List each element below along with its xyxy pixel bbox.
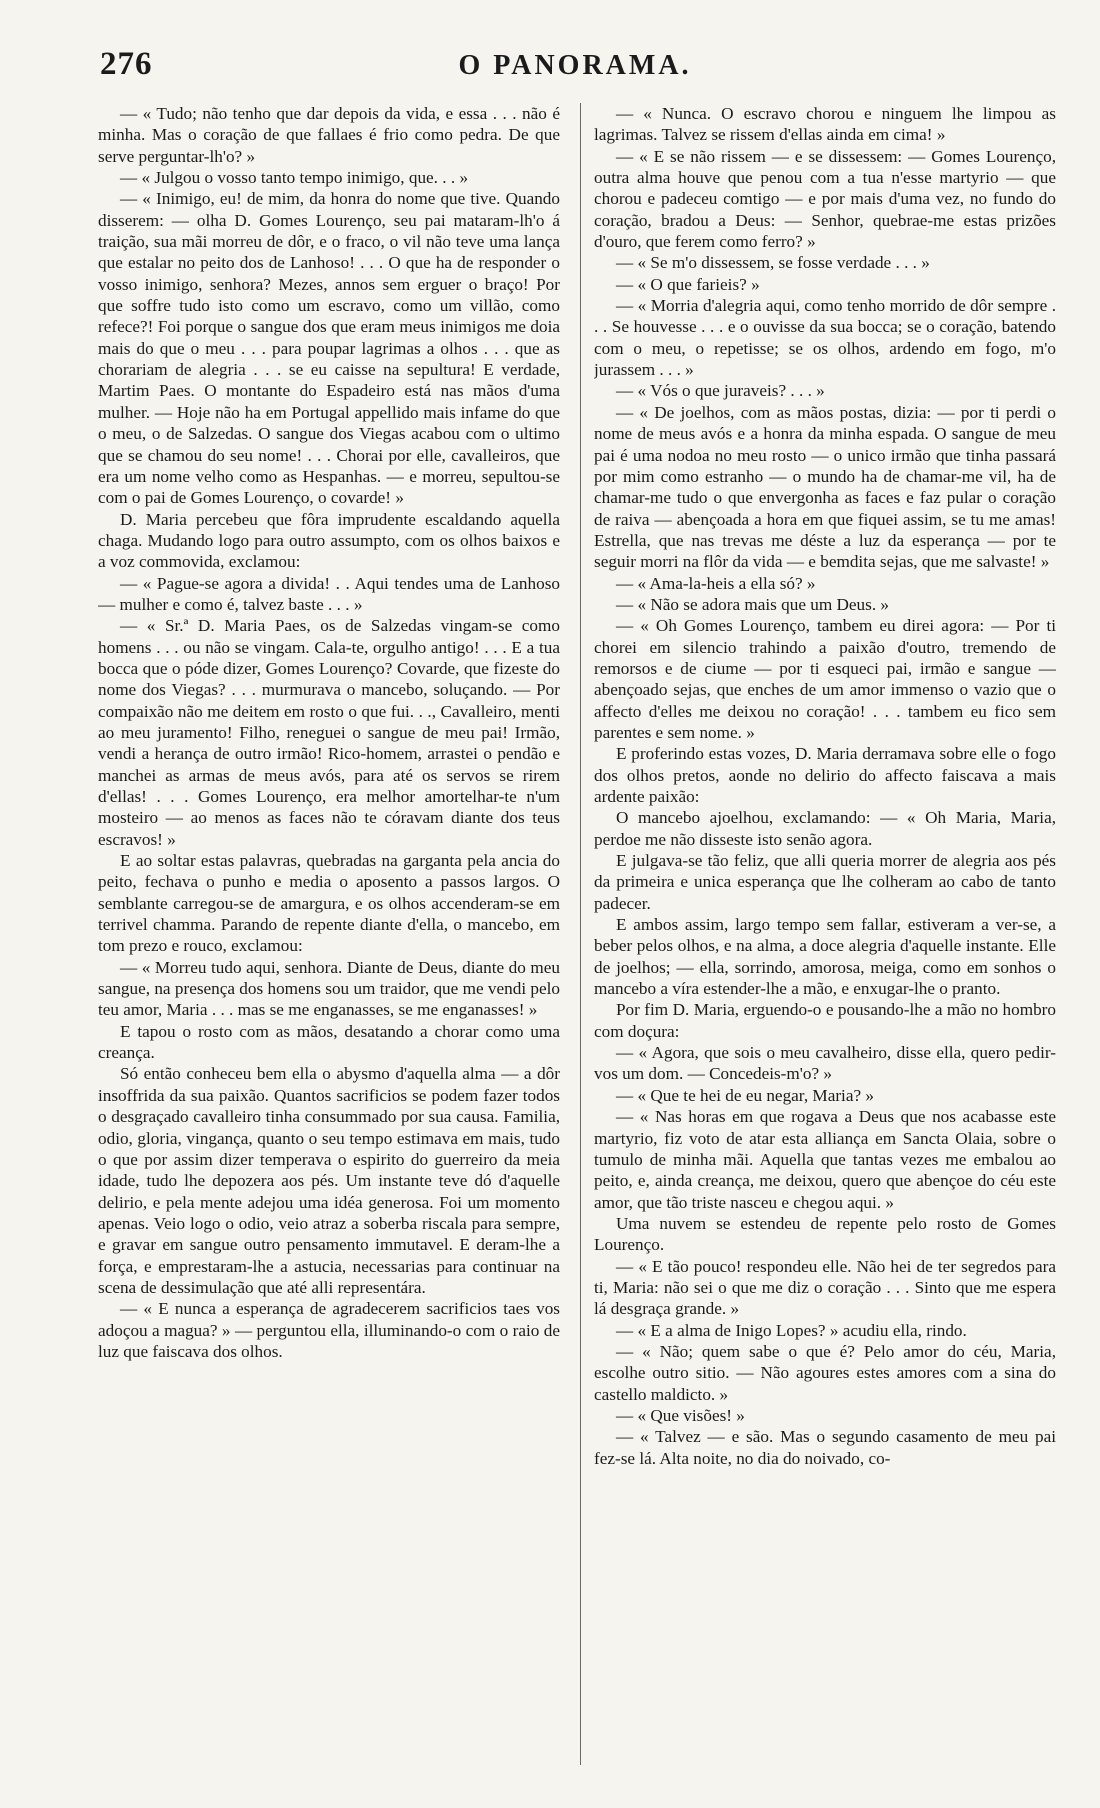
paragraph: E ao soltar estas palavras, quebradas na garganta pela ancia do peito, fechava o punho e media o aposento a passos largos. O semblante carregou-se de amargura, e os olhos accenderam-se em terrivel chamma. Parando de repente diante d'ella, o mancebo, em tom prezo e rouco, exclamou: <box>98 851 560 956</box>
paragraph: — « Se m'o dissessem, se fosse verdade . . . » <box>616 253 930 273</box>
paragraph: Por fim D. Maria, erguendo-o e pousando-lhe a mão no hombro com doçura: <box>594 1000 1056 1041</box>
paragraph: — « Oh Gomes Lourenço, tambem eu direi agora: — Por ti chorei em silencio trahindo a paixão d'outro, tremendo de remorsos e de ciume — por ti esqueci pai, irmão e sangue — abençoado sejas, que enches de um amor immenso o vazio que o affecto d'elles me deixou no coração! . . . tambem eu fico sem parentes e sem nome. » <box>594 616 1056 742</box>
paragraph: — « Inimigo, eu! de mim, da honra do nome que tive. Quando disserem: — olha D. Gomes Lourenço, seu pai mataram-lh'o á traição, sua mãi morreu de dôr, e o fraco, o vil não teve uma lança que estalar no peito dos de Lanhoso! . . . O que ha de responder o vosso inimigo, senhora? Mezes, annos sem erguer o braço! Por que soffre tudo isto como um escravo, como um villão, como refece?! Foi porque o sangue dos que eram meus inimigos me doia mais do que o meu . . . para poupar lagrimas a olhos . . . que as chorariam de alegria . . . se eu caisse na sepultura! E verdade, Martim Paes. O montante do Espadeiro está nas mãos d'uma mulher. — Hoje não ha em Portugal appellido mais infame do que o meu, o de Salzedas. O sangue dos Viegas acabou com o ultimo que se chamou do seu nome! . . . Chorai por elle, cavalleiros, que era um nome velho como as Hespanhas. — e morreu, sepultou-se com o pai de Gomes Lourenço, o covarde! » <box>98 189 560 508</box>
paragraph: — « Nas horas em que rogava a Deus que nos acabasse este martyrio, fiz voto de atar esta alliança em Sancta Olaia, sobre o tumulo de minha mãi. Aquella que tantas vezes me embalou ao peito, e, ainda creança, me deixou, quero que abençoe do céu este amor, que tão triste nasceu e chegou aqui. » <box>594 1107 1056 1212</box>
paragraph: E ambos assim, largo tempo sem fallar, estiveram a ver-se, a beber pelos olhos, e na alma, a doce alegria d'aquelle instante. Elle de joelhos; — ella, sorrindo, amorosa, meiga, como em sonhos o mancebo a víra estender-lhe a mão, e enxugar-lhe o pranto. <box>594 915 1056 999</box>
paragraph: E tapou o rosto com as mãos, desatando a chorar como uma creança. <box>98 1021 560 1063</box>
page-number: 276 <box>100 46 153 82</box>
paragraph: — « Pague-se agora a divida! . . Aqui tendes uma de Lanhoso — mulher e como é, talvez baste . . . » <box>98 573 560 614</box>
paragraph: — « Tudo; não tenho que dar depois da vida, e essa . . . não é minha. Mas o coração de que fallaes é frio como pedra. De que serve perguntar-lh'o? » <box>98 104 560 166</box>
paragraph: — « Não se adora mais que um Deus. » <box>616 594 890 614</box>
paragraph: E proferindo estas vozes, D. Maria derramava sobre elle o fogo dos olhos pretos, aonde no delirio do affecto faiscava a mais ardente paixão: <box>594 744 1056 806</box>
paragraph: — « Sr.ª D. Maria Paes, os de Salzedas vingam-se como homens . . . ou não se vingam. Cala-te, orgulho antigo! . . . E a tua bocca que o póde dizer, Gomes Lourenço? Covarde, que fizeste do nome dos Viegas? . . . murmurava o mancebo, soluçando. — Por compaixão não me deitem em rosto o que fui. . ., Cavalleiro, menti ao meu juramento! Filho, reneguei o sangue de meu pai! Irmão, vendi a herança de outro irmão! Rico-homem, arrastei o pendão e manchei as armas de meus avós, para até os servos se rirem d'ellas! . . . Gomes Lourenço, era melhor amortelhar-te n'um mosteiro — ao menos as faces não te córavam diante dos teus escravos! » <box>98 616 560 849</box>
column-divider <box>580 103 581 1765</box>
paragraph: — « Morreu tudo aqui, senhora. Diante de Deus, diante do meu sangue, na presença dos homens sou um traidor, que me vendi pelo teu amor, Maria . . . mas se me enganasses, se me enganasses! » <box>98 957 560 1020</box>
paragraph: — « De joelhos, com as mãos postas, dizia: — por ti perdi o nome de meus avós e a honra da minha espada. O sangue de meu pai é uma nodoa no meu rosto — o unico irmão que tinha passará por mim como estranho — o mundo ha de chamar-me vil, ha de chamar-me tudo o que envergonha as faces e faz pular o coração de raiva — abençoada a hora em que fiquei assim, se tu me amas! Estrella, que nas trevas me déste a luz da esperança — por te seguir morri na flôr da vida — e bemdita sejas, que me salvaste! » <box>594 402 1056 572</box>
paragraph: D. Maria percebeu que fôra imprudente escaldando aquella chaga. Mudando logo para outro assumpto, com os olhos baixos e a voz commovida, exclamou: <box>98 509 560 572</box>
paragraph: — « E a alma de Inigo Lopes? » acudiu ella, rindo. <box>616 1320 967 1340</box>
paragraph: E julgava-se tão feliz, que alli queria morrer de alegria aos pés da primeira e unica esperança que lhe colheram ao cabo de tanto padecer. <box>594 851 1056 913</box>
paragraph: — « Que te hei de eu negar, Maria? » <box>616 1085 874 1105</box>
text-columns <box>98 103 1056 1783</box>
paragraph: — « Vós o que juraveis? . . . » <box>616 381 825 401</box>
paragraph: — « Julgou o vosso tanto tempo inimigo, que. . . » <box>120 168 469 188</box>
paragraph: — « Não; quem sabe o que é? Pelo amor do céu, Maria, escolhe outro sitio. — Não agoures estes amores com a sina do castello maldicto. » <box>594 1341 1056 1404</box>
paragraph: — « Ama-la-heis a ella só? » <box>616 573 816 593</box>
journal-title: O PANORAMA. <box>458 50 692 81</box>
paragraph: — « E tão pouco! respondeu elle. Não hei de ter segredos para ti, Maria: não sei o que me diz o coração . . . Sinto que me espera lá desgraça grande. » <box>594 1256 1056 1319</box>
paragraph: O mancebo ajoelhou, exclamando: — « Oh Maria, Maria, perdoe me não disseste isto senão agora. <box>594 808 1056 849</box>
paragraph: — « E se não rissem — e se dissessem: — Gomes Lourenço, outra alma houve que penou com a tua n'esse martyrio — que chorou e padeceu comtigo — e por mais d'uma vez, no fundo do coração, bradou a Deus: — Senhor, quebrae-me estas prizões d'ouro, que ferem como ferro? » <box>594 146 1056 252</box>
paragraph: Uma nuvem se estendeu de repente pelo rosto de Gomes Lourenço. <box>594 1213 1056 1255</box>
paragraph: — « Nunca. O escravo chorou e ninguem lhe limpou as lagrimas. Talvez se rissem d'ellas ainda em cima! » <box>594 104 1056 145</box>
paragraph: — « Agora, que sois o meu cavalheiro, disse ella, quero pedir-vos um dom. — Concedeis-m'o? » <box>594 1043 1056 1084</box>
paragraph: — « E nunca a esperança de agradecerem sacrificios taes vos adoçou a magua? » — perguntou ella, illuminando-o com o raio de luz que faiscava dos olhos. <box>98 1299 560 1361</box>
paragraph: — « Morria d'alegria aqui, como tenho morrido de dôr sempre . . . Se houvesse . . . e o ouvisse da sua bocca; se o coração, batendo com o meu, o repetisse; se os olhos, ardendo em fogo, m'o jurassem . . . » <box>594 296 1056 380</box>
right-column <box>594 103 1056 1783</box>
page-header <box>100 46 1050 90</box>
paragraph: — « Que visões! » <box>616 1405 745 1425</box>
left-column <box>98 103 560 1783</box>
paragraph: Só então conheceu bem ella o abysmo d'aquella alma — a dôr insoffrida da sua paixão. Quantos sacrificios se podem fazer todos o desgraçado cavalleiro tinha consummado por sua causa. Familia, odio, gloria, vingança, quanto o seu tempo estimava em mais, tudo o que por assim dizer temperava o espirito do guerreiro da meia idade, tudo lhe depozera aos pés. Um instante teve dó d'aquelle delirio, e pela mente adejou uma idéa generosa. Foi um momento apenas. Veio logo o odio, veio atraz a soberba riscala para sempre, e gravar em sangue outro pensamento immutavel. E deram-lhe a força, e emprestaram-lhe a astucia, necessarias para continuar na scena de dessimulação que até alli representára. <box>98 1064 560 1297</box>
paragraph: — « Talvez — e são. Mas o segundo casamento de meu pai fez-se lá. Alta noite, no dia do noivado, co- <box>594 1427 1056 1468</box>
paragraph: — « O que farieis? » <box>616 274 760 294</box>
